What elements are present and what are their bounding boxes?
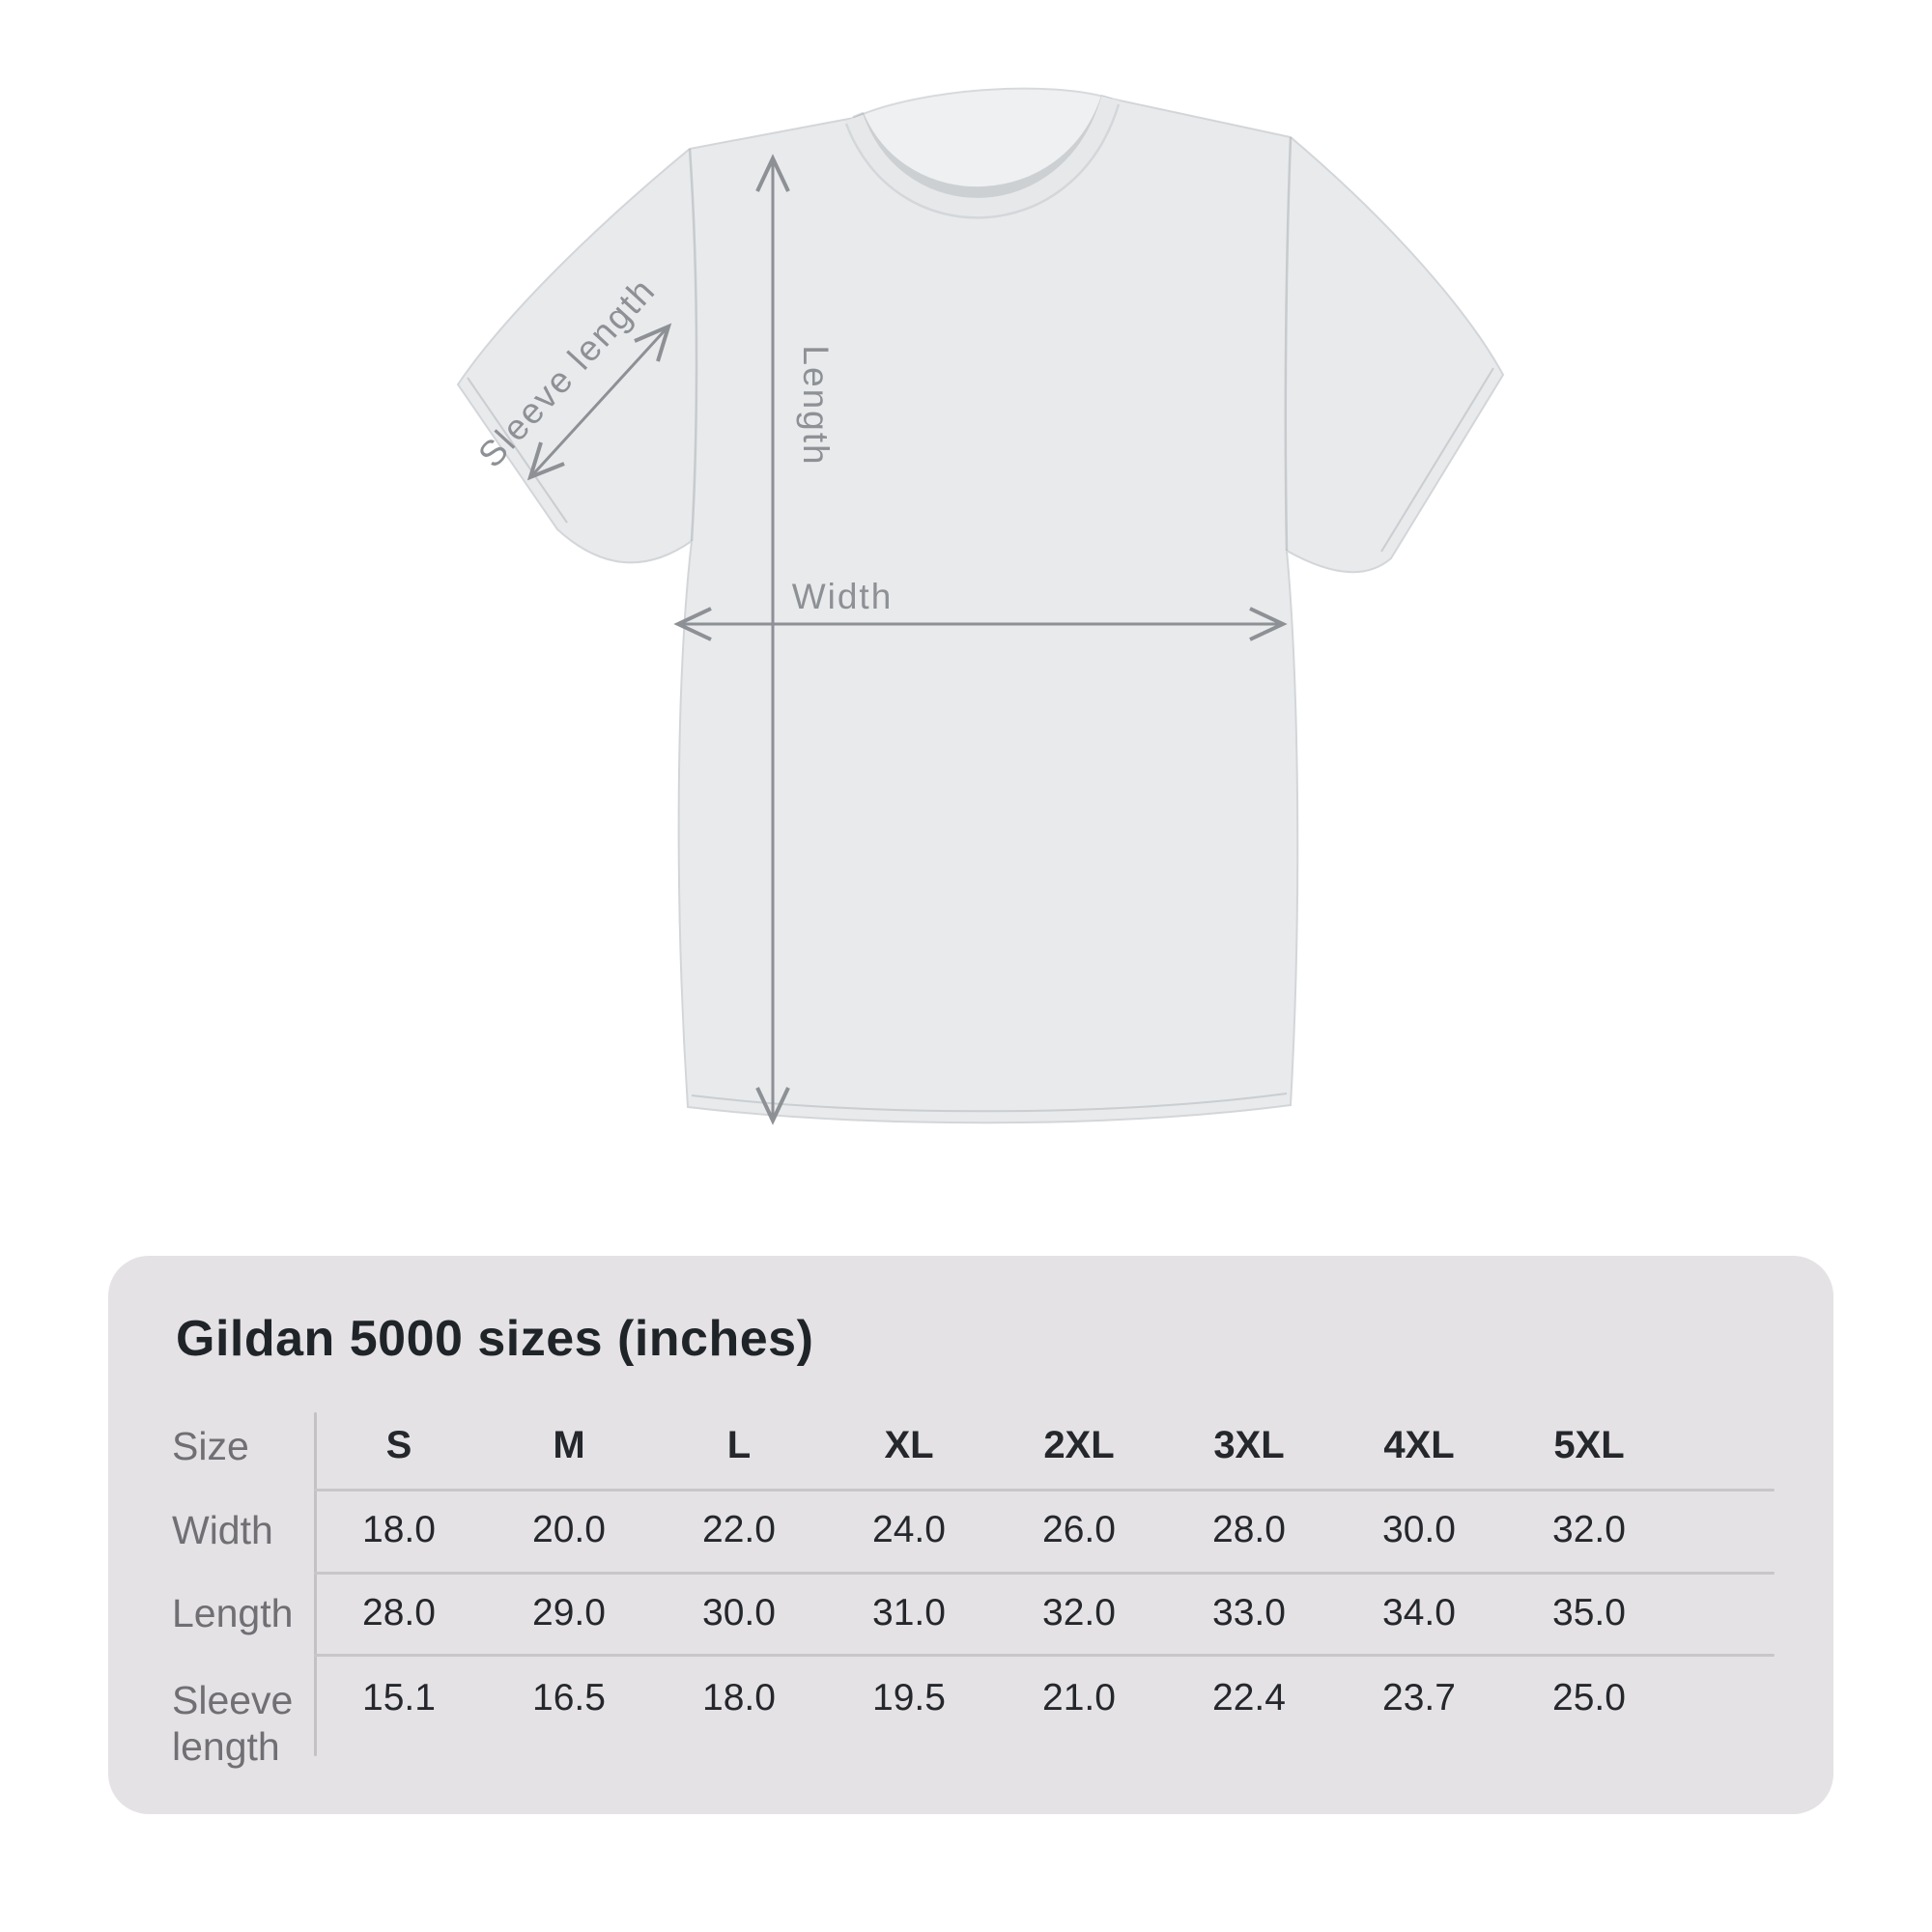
table-cell: 30.0	[1382, 1509, 1456, 1550]
table-cell: 28.0	[1212, 1509, 1286, 1550]
table-cell: 15.1	[362, 1677, 436, 1719]
column-header-3xl: 3XL	[1213, 1424, 1285, 1466]
size-table	[108, 1403, 1833, 1782]
width-label: Width	[791, 577, 894, 616]
column-header-s: S	[385, 1424, 412, 1466]
table-cell: 19.5	[872, 1677, 946, 1719]
table-cell: 31.0	[872, 1591, 946, 1634]
row-label-sleeve-length: Sleeve length	[172, 1678, 294, 1769]
table-cell: 24.0	[872, 1509, 946, 1550]
table-corner-label: Size	[172, 1423, 249, 1468]
row-label-length: Length	[172, 1590, 294, 1635]
tshirt-body	[458, 99, 1503, 1122]
table-cell: 22.0	[702, 1509, 776, 1550]
table-cell: 32.0	[1552, 1509, 1626, 1550]
table-cell: 16.5	[532, 1677, 606, 1719]
column-header-l: L	[726, 1424, 752, 1466]
table-cell: 35.0	[1552, 1591, 1626, 1634]
panel-title: Gildan 5000 sizes (inches)	[176, 1311, 814, 1367]
table-cell: 20.0	[532, 1509, 606, 1550]
table-cell: 34.0	[1382, 1591, 1456, 1634]
table-cell: 33.0	[1212, 1591, 1286, 1634]
column-header-2xl: 2XL	[1043, 1424, 1115, 1466]
table-cell: 32.0	[1042, 1591, 1116, 1634]
column-header-4xl: 4XL	[1383, 1424, 1455, 1466]
table-cell: 25.0	[1552, 1677, 1626, 1719]
column-header-xl: XL	[884, 1424, 934, 1466]
table-cell: 18.0	[702, 1677, 776, 1719]
sleeve-length-label: Sleeve length	[470, 270, 664, 475]
row-label-width: Width	[172, 1508, 273, 1552]
table-cell: 23.7	[1382, 1677, 1456, 1719]
column-header-5xl: 5XL	[1553, 1424, 1625, 1466]
table-cell: 26.0	[1042, 1509, 1116, 1550]
length-label: Length	[796, 345, 836, 467]
table-cell: 29.0	[532, 1591, 606, 1634]
table-cell: 21.0	[1042, 1677, 1116, 1719]
column-header-m: M	[553, 1424, 585, 1466]
table-cell: 18.0	[362, 1509, 436, 1550]
table-cell: 28.0	[362, 1591, 436, 1634]
table-cell: 30.0	[702, 1591, 776, 1634]
table-cell: 22.4	[1212, 1677, 1286, 1719]
size-chart-panel	[108, 1256, 1833, 1814]
